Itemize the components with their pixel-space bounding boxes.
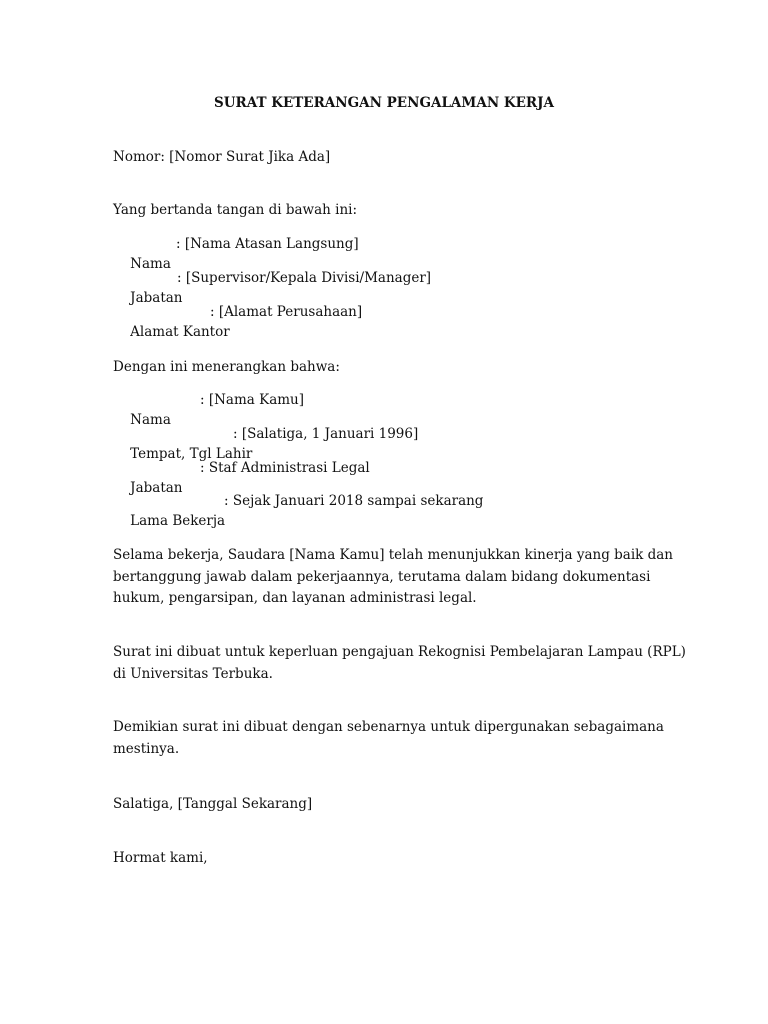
subject-position-label: Jabatan [130, 480, 183, 496]
signer-name-label: Nama [130, 256, 171, 272]
signer-name-value: : [Nama Atasan Langsung] [176, 236, 359, 252]
document-title: SURAT KETERANGAN PENGALAMAN KERJA [214, 95, 554, 111]
signer-intro: Yang bertanda tangan di bawah ini: [113, 202, 358, 218]
signer-address-label: Alamat Kantor [130, 324, 230, 340]
performance-line-1: Selama bekerja, Saudara [Nama Kamu] telah menunjukkan kinerja yang baik dan [113, 547, 673, 563]
subject-intro: Dengan ini menerangkan bahwa: [113, 359, 340, 375]
performance-line-2: bertanggung jawab dalam pekerjaannya, terutama dalam bidang dokumentasi [113, 568, 651, 585]
subject-birth-value: : [Salatiga, 1 Januari 1996] [233, 426, 419, 442]
subject-tenure-value: : Sejak Januari 2018 sampai sekarang [224, 493, 484, 509]
closing-line-2: mestinya. [113, 740, 180, 757]
place-date: Salatiga, [Tanggal Sekarang] [113, 796, 313, 812]
subject-birth-label: Tempat, Tgl Lahir [130, 446, 253, 462]
signer-position-label: Jabatan [130, 290, 183, 306]
subject-name-label: Nama [130, 412, 171, 428]
subject-position-value: : Staf Administrasi Legal [200, 460, 370, 476]
signer-address-value: : [Alamat Perusahaan] [210, 304, 363, 320]
subject-tenure-label: Lama Bekerja [130, 513, 226, 529]
performance-paragraph [113, 545, 673, 610]
closing-line-1: Demikian surat ini dibuat dengan sebenarnya untuk dipergunakan sebagaimana [113, 719, 664, 735]
purpose-line-1: Surat ini dibuat untuk keperluan pengajuan Rekognisi Pembelajaran Lampau (RPL) [113, 644, 686, 660]
subject-name-value: : [Nama Kamu] [200, 392, 305, 408]
letter-number: Nomor: [Nomor Surat Jika Ada] [113, 149, 331, 165]
purpose-line-2: di Universitas Terbuka. [113, 665, 273, 682]
closing-salutation: Hormat kami, [113, 850, 208, 866]
performance-line-3: hukum, pengarsipan, dan layanan administrasi legal. [113, 590, 477, 606]
signer-position-value: : [Supervisor/Kepala Divisi/Manager] [177, 270, 432, 286]
closing-paragraph [113, 717, 664, 760]
purpose-paragraph [113, 642, 686, 685]
